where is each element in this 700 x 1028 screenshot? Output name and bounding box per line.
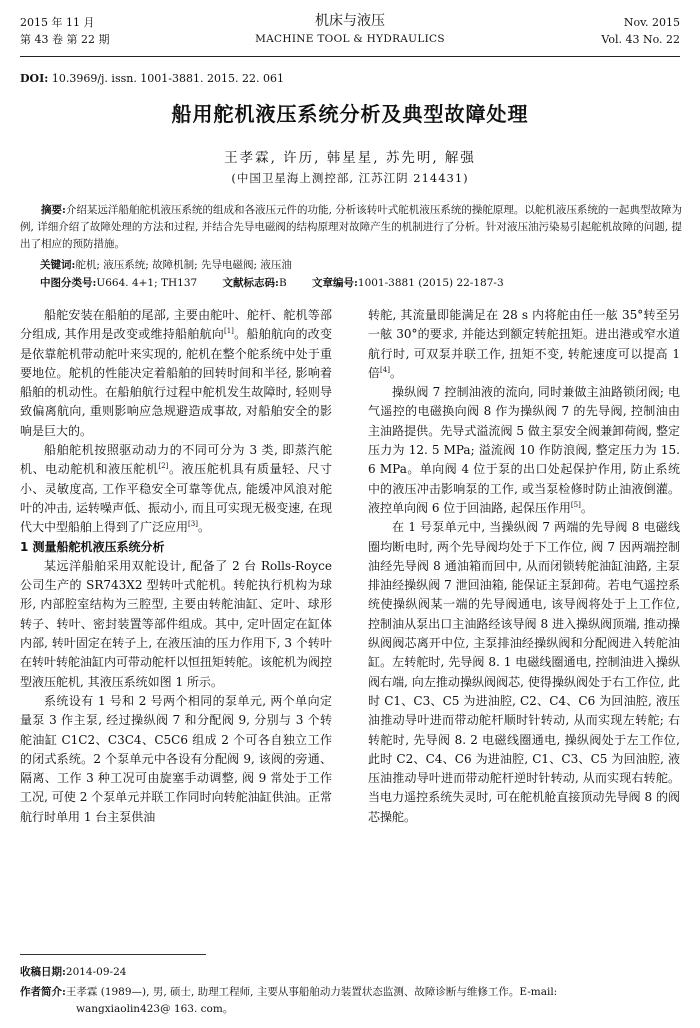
article-id-label: 文章编号:: [312, 277, 358, 289]
author-email[interactable]: wangxiaolin423@ 163. com。: [76, 1003, 234, 1015]
citation: [4]: [380, 365, 390, 374]
doc-code-value: B: [278, 277, 287, 289]
clc-value: U664. 4+1; TH137: [96, 277, 198, 289]
section-heading: 1 测量船舵机液压系统分析: [20, 539, 165, 554]
left-column: [20, 306, 332, 827]
page-header: [20, 10, 680, 54]
received-date: [20, 964, 682, 981]
abstract: [20, 202, 682, 253]
citation: [3]: [188, 520, 198, 529]
paragraph: [20, 441, 332, 537]
issue-date-en: Nov. 2015: [623, 16, 680, 29]
issue-date-cn: 2015 年 11 月: [20, 16, 95, 29]
header-divider: [20, 56, 680, 57]
text-run: 操纵阀 7 控制油液的流向, 同时兼做主油路锁闭阀; 电气遥控的电磁换向阀 8 作为操纵阀 7 的先导阀, 控制油由主油路提供。先导式溢流阀 5 做主泵安全阀兼卸荷阀, 整定压力为 12. 5 MPa; 溢流阀 10 作防浪阀, 整定压力为 15. 6 MPa。单向阀 4 位于泵的出口处起保护作用, 防止系统中的液压冲击影响泵的工作, 或当泵检修时防止油液倒灌。液控单向阀 6 位于回油路, 起保压作用: [368, 385, 680, 515]
author-bio-label: 作者简介:: [20, 986, 66, 998]
affiliation: (中国卫星海上测控部, 江苏江阴 214431): [231, 171, 469, 185]
keywords: [40, 257, 292, 272]
right-column: [368, 306, 680, 827]
paragraph: [368, 383, 680, 518]
author-bio: [20, 984, 682, 1018]
classification-line: [40, 275, 526, 290]
doi-label: DOI:: [20, 72, 49, 85]
footnote-divider: [20, 954, 206, 955]
header-right: [601, 14, 680, 48]
paragraph: 某远洋船舶采用双舵设计, 配备了 2 台 Rolls-Royce 公司生产的 SR743X2 型转叶式舵机。转舵执行机构为球形, 内部腔室结构为三腔型, 主要由转舵油缸、定叶、球形转子、转叶、密封装置等部件组成。其中, 定叶固定在缸体内部, 转叶固定在转子上, 在液压油的压力作用下, 3 个转叶在转叶转舵油缸内可带动舵杆以恒扭矩转舵。该舵机为阀控型液压舵机, 其液压系统如图 1 所示。: [20, 558, 333, 689]
text-run: 转舵, 其流量即能满足在 28 s 内将舵由任一舷 35°转至另一舷 30°的要求, 并能达到额定转舵扭矩。进出港或窄水道航行时, 可双泵并联工作, 扭矩不变, 转舵速度可以提高 1 倍: [368, 308, 680, 380]
header-center: [20, 12, 680, 48]
paper-title: 船用舵机液压系统分析及典型故障处理: [171, 102, 529, 126]
journal-name-en: MACHINE TOOL & HYDRAULICS: [255, 33, 445, 45]
received-value: 2014-09-24: [65, 966, 127, 978]
paragraph: [368, 306, 680, 383]
abstract-text: 介绍某远洋船舶舵机液压系统的组成和各液压元件的功能, 分析该转叶式舵机液压系统的操舵原理。以舵机液压系统的一起典型故障为例, 详细介绍了故障处理的方法和过程, 并结合先导电磁阀的结构原理对故障产生的机制进行了分析。针对液压油污染易引起舵机故障的问题, 提出了相应的预防措施。: [20, 204, 682, 250]
text-run: 。: [580, 500, 593, 515]
text-run: 。: [197, 520, 210, 535]
keywords-label: 关键词:: [40, 259, 76, 271]
paragraph: [20, 306, 332, 441]
received-label: 收稿日期:: [20, 966, 66, 978]
clc-label: 中图分类号:: [40, 277, 97, 289]
abstract-label: 摘要:: [41, 204, 66, 216]
paragraph: 在 1 号泵单元中, 当操纵阀 7 两端的先导阀 8 电磁线圈均断电时, 两个先导阀均处于下工作位, 阀 7 因两端控制油经先导阀 8 通油箱而回中, 从而闭锁转舵油缸油路, 主泵排油经操纵阀 7 泄回油箱, 能保证主泵卸荷。若电气遥控系统使操纵阀某一端的先导阀通电, 该导阀将处于上工作位, 控制油从泵出口主油路经该导阀 8 进入操纵阀顶端, 推动操纵阀阀芯离开中位, 主泵排油经操纵阀和分配阀进入转舵油缸。左转舵时, 先导阀 8. 1 电磁线圈通电, 控制油进入操纵阀右端, 向左推动操纵阀阀芯, 使得操纵阀处于右工作位, 此时 C1、C3、C5 为进油腔, C2、C4、C6 为回油腔, 液压油推动导叶进而带动舵杆顺时针转动, 从而实现左转舵; 右转舵时, 先导阀 8. 2 电磁线圈通电, 操纵阀处于左工作位, 此时 C2、C4、C6 为进油腔, C1、C3、C5 为回油腔, 液压油推动导叶进而带动舵杆逆时针转动, 从而实现右转舵。当电力遥控系统失灵时, 可在舵机舱直接顶动先导阀 8 的阀芯操舵。: [368, 520, 680, 824]
doi-line: [20, 72, 284, 85]
text-run: 船舵安装在船舶的尾部, 主要由舵叶、舵杆、舵机等部分组成, 其作用是改变或维持船舶航向: [20, 308, 332, 342]
author-bio-text: 王孝霖 (1989—), 男, 硕士, 助理工程师, 主要从事船舶动力装置状态监测、故障诊断与维修工作。E-mail:: [65, 986, 558, 998]
article-id-value: 1001-3881 (2015) 22-187-3: [357, 277, 504, 289]
volume-cn: 第 43 卷 第 22 期: [20, 33, 110, 46]
text-run: 船舶舵机按照驱动动力的不同可分为 3 类, 即蒸汽舵机、电动舵机和液压舵机: [20, 443, 332, 477]
text-run: 。液压舵机具有质量轻、尺寸小、灵敏度高, 工作平稳安全可靠等优点, 能缓冲风浪对舵叶的冲击, 运转噪声低、振动小, 而且可实现无极变速, 在现代大中型船舶上得到了广泛应用: [20, 462, 332, 535]
text-run: 。船舶航向的改变是依靠舵机带动舵叶来实现的, 舵机在整个舵系统中处于重要地位。舵机的性能决定着船舶的回转时间和半径, 影响着船舶的机动性。在船舶航行过程中舵机发生故障时, 轻则导致偏离航向, 重则影响应急规避造成事故, 对船舶安全的影响是巨大的。: [20, 327, 332, 438]
text-run: 。: [389, 365, 402, 380]
citation: [2]: [158, 462, 169, 471]
journal-name-cn: 机床与液压: [315, 13, 385, 29]
citation: [1]: [224, 327, 234, 336]
doc-code-label: 文献标志码:: [222, 277, 279, 289]
doi-value: 10.3969/j. issn. 1001-3881. 2015. 22. 061: [51, 72, 284, 85]
citation: [5]: [570, 500, 581, 509]
paragraph: 系统设有 1 号和 2 号两个相同的泵单元, 两个单向定量泵 3 作主泵, 经过操纵阀 7 和分配阀 9, 分别与 3 个转舵油缸 C1C2、C3C4、C5C6 组成 2 个可各自独立工作的闭式系统。2 个泵单元中各设有分配阀 9, 该阀的旁通、隔离、工作 3 种工况可由旋塞手动调整, 阀 9 常处于工作工况, 可使 2 个泵单元并联工作同时向转舵油缸供油。正常航行时单用 1 台主泵供油: [20, 693, 332, 824]
keywords-text: 舵机; 液压系统; 故障机制; 先导电磁阀; 液压油: [75, 259, 292, 271]
author-list: 王孝霖, 许历, 韩星星, 苏先明, 解强: [224, 150, 476, 166]
volume-en: Vol. 43 No. 22: [601, 33, 680, 46]
